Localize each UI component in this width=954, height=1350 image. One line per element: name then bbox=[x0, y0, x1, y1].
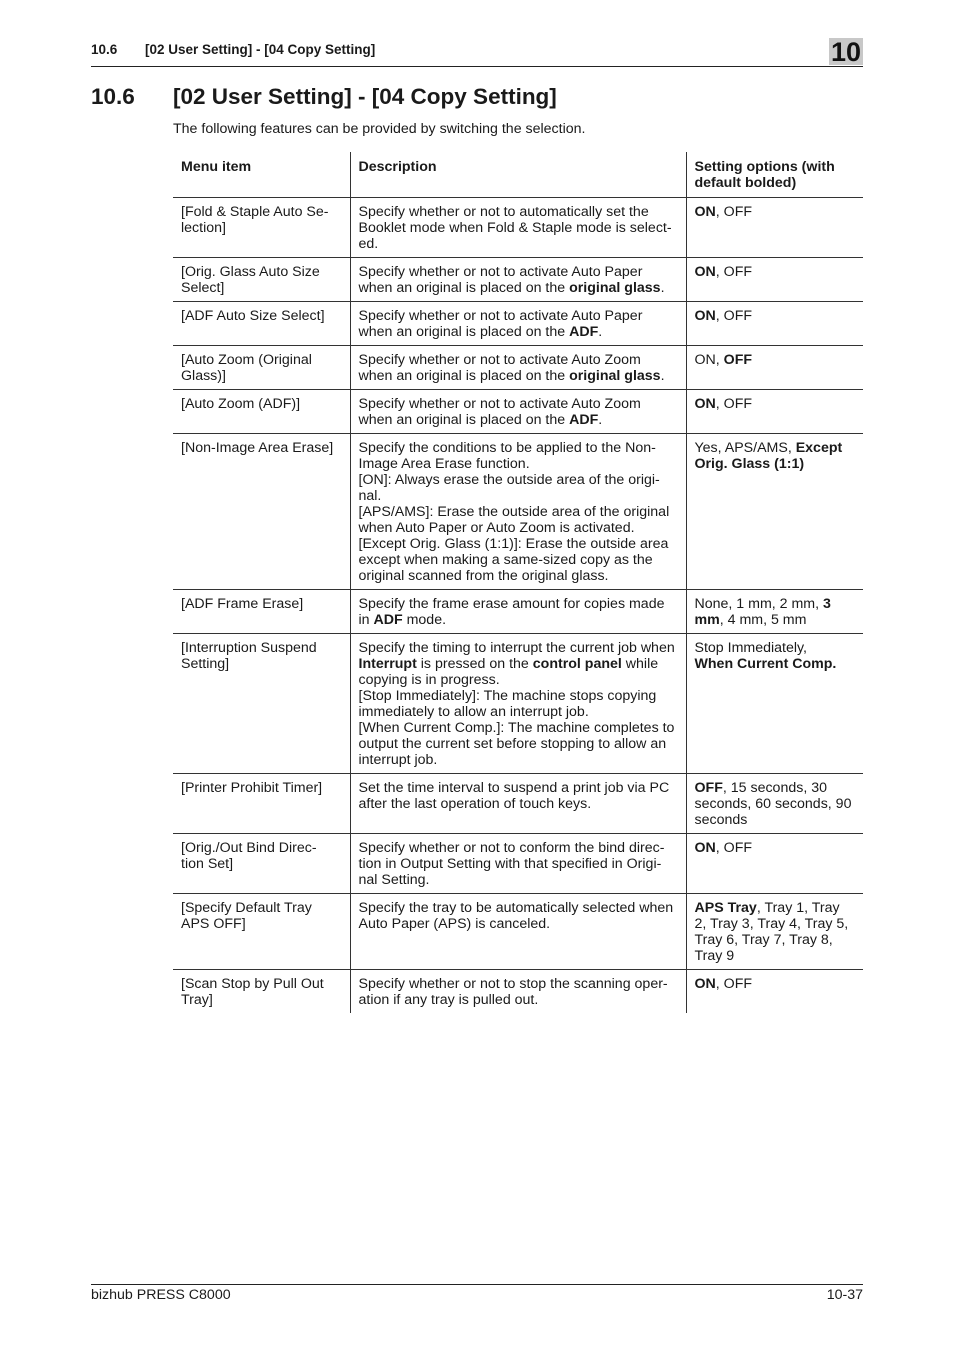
table-row bbox=[173, 302, 863, 346]
text-run: Stop Immediately, bbox=[694, 640, 807, 656]
bold-text: ON bbox=[694, 396, 716, 412]
bold-text: ON bbox=[694, 264, 716, 280]
description-cell bbox=[350, 434, 686, 590]
section-title-text: [02 User Setting] - [04 Copy Setting] bbox=[173, 84, 557, 109]
menu-item-cell: [Printer Prohibit Timer] bbox=[173, 774, 350, 834]
text-run: Specify whether or not to conform the bind direc-tion in Output Setting with that specified in Origi-nal Setting. bbox=[358, 840, 665, 888]
bold-text: ON bbox=[694, 840, 716, 856]
text-run: Specify whether or not to activate Auto Paper when an original is placed on the bbox=[358, 264, 643, 296]
description-cell bbox=[350, 590, 686, 634]
setting-options-cell bbox=[686, 774, 863, 834]
settings-table bbox=[173, 152, 863, 1013]
text-run: , OFF bbox=[715, 840, 753, 856]
text-run: Specify whether or not to stop the scanning oper-ation if any tray is pulled out. bbox=[358, 976, 668, 1008]
setting-options-cell bbox=[686, 302, 863, 346]
header-section-title: [02 User Setting] - [04 Copy Setting] bbox=[145, 42, 376, 57]
text-run: , OFF bbox=[715, 204, 753, 220]
text-run: . bbox=[660, 368, 665, 384]
text-run: . bbox=[598, 324, 603, 340]
column-header-setting-options: Setting options (with default bolded) bbox=[686, 152, 863, 198]
table-row bbox=[173, 198, 863, 258]
description-cell bbox=[350, 774, 686, 834]
bold-text: Except Orig. Glass (1:1) bbox=[694, 440, 843, 472]
text-run: Set the time interval to suspend a print job via PC after the last operation of touch keys. bbox=[358, 780, 670, 812]
footer-product-name: bizhub PRESS C8000 bbox=[91, 1287, 231, 1303]
description-cell bbox=[350, 346, 686, 390]
bold-text: OFF bbox=[694, 780, 723, 796]
setting-options-cell bbox=[686, 390, 863, 434]
text-run: Specify whether or not to automatically set the Booklet mode when Fold & Staple mode is select-ed. bbox=[358, 204, 672, 252]
text-run: Specify whether or not to activate Auto Zoom when an original is placed on the bbox=[358, 396, 641, 428]
column-header-description: Description bbox=[350, 152, 686, 198]
bold-text: APS Tray bbox=[694, 900, 757, 916]
table-row bbox=[173, 774, 863, 834]
setting-options-cell bbox=[686, 198, 863, 258]
bold-text: original glass bbox=[569, 368, 661, 384]
table-header-row bbox=[173, 152, 863, 198]
chapter-number-badge: 10 bbox=[830, 37, 862, 67]
table-row bbox=[173, 258, 863, 302]
text-run: , 15 seconds, 30 seconds, 60 seconds, 90 seconds bbox=[694, 780, 852, 828]
text-run: , OFF bbox=[715, 308, 753, 324]
bold-text: ADF bbox=[569, 324, 599, 340]
column-header-menu-item: Menu item bbox=[173, 152, 350, 198]
menu-item-cell: [Auto Zoom (ADF)] bbox=[173, 390, 350, 434]
bold-text: ADF bbox=[373, 612, 403, 628]
setting-options-cell bbox=[686, 834, 863, 894]
bold-text: ON bbox=[694, 976, 716, 992]
text-run: while copying is in progress. [Stop Immediately]: The machine stops copying immediately to allow an interrupt job. [When Current Comp.]: The machine completes to output the current set before stopping to allow an interrupt job. bbox=[358, 656, 675, 768]
table-row bbox=[173, 894, 863, 970]
bold-text: ON bbox=[694, 308, 716, 324]
text-run: mode. bbox=[402, 612, 447, 628]
text-run: Specify the tray to be automatically selected when Auto Paper (APS) is canceled. bbox=[358, 900, 674, 932]
bold-text: control panel bbox=[532, 656, 622, 672]
setting-options-cell bbox=[686, 634, 863, 774]
menu-item-cell: [Fold & Staple Auto Se- lection] bbox=[173, 198, 350, 258]
menu-item-cell: [ADF Auto Size Select] bbox=[173, 302, 350, 346]
text-run: Specify the conditions to be applied to the Non-Image Area Erase function. [ON]: Always erase the outside area of the origi-nal. [APS/AMS]: Erase the outside area of the original when Auto Paper or Auto Zoom is activated. [Except Orig. Glass (1:1)]: Erase the outside area except when making a same-sized copy as the original scanned from the original glass. bbox=[358, 440, 670, 584]
text-run: Specify the timing to interrupt the current job when bbox=[358, 640, 675, 656]
running-header bbox=[91, 37, 863, 67]
table-row bbox=[173, 390, 863, 434]
menu-item-cell: [ADF Frame Erase] bbox=[173, 590, 350, 634]
description-cell bbox=[350, 258, 686, 302]
description-cell bbox=[350, 390, 686, 434]
footer-page-number: 10-37 bbox=[826, 1287, 863, 1303]
setting-options-cell bbox=[686, 434, 863, 590]
text-run: Specify whether or not to activate Auto Paper when an original is placed on the bbox=[358, 308, 643, 340]
bold-text: ADF bbox=[569, 412, 599, 428]
section-title bbox=[91, 84, 557, 110]
text-run: , 4 mm, 5 mm bbox=[719, 612, 807, 628]
setting-options-cell bbox=[686, 970, 863, 1014]
intro-paragraph: The following features can be provided by switching the selection. bbox=[173, 121, 586, 137]
text-run: Specify whether or not to activate Auto Zoom when an original is placed on the bbox=[358, 352, 641, 384]
text-run: ON, bbox=[694, 352, 724, 368]
table-row bbox=[173, 970, 863, 1014]
text-run: . bbox=[598, 412, 603, 428]
text-run: is pressed on the bbox=[416, 656, 533, 672]
table-row bbox=[173, 634, 863, 774]
header-section-number: 10.6 bbox=[91, 42, 118, 57]
menu-item-cell: [Non-Image Area Erase] bbox=[173, 434, 350, 590]
description-cell bbox=[350, 302, 686, 346]
table-row bbox=[173, 434, 863, 590]
text-run: None, 1 mm, 2 mm, bbox=[694, 596, 824, 612]
menu-item-cell: [Scan Stop by Pull Out Tray] bbox=[181, 976, 324, 1008]
setting-options-cell bbox=[686, 590, 863, 634]
menu-item-cell: [Orig./Out Bind Direc- tion Set] bbox=[173, 834, 350, 894]
text-run: Specify the frame erase amount for copies made in bbox=[358, 596, 665, 628]
text-run: , OFF bbox=[715, 396, 753, 412]
text-run: . bbox=[660, 280, 665, 296]
setting-options-cell bbox=[686, 346, 863, 390]
section-title-number: 10.6 bbox=[91, 84, 135, 109]
bold-text: OFF bbox=[723, 352, 753, 368]
text-run: , OFF bbox=[715, 264, 753, 280]
menu-item-cell: [Auto Zoom (Original Glass)] bbox=[173, 346, 350, 390]
bold-text: original glass bbox=[569, 280, 661, 296]
description-cell bbox=[350, 834, 686, 894]
description-cell bbox=[350, 198, 686, 258]
description-cell bbox=[350, 634, 686, 774]
description-cell bbox=[350, 894, 686, 970]
table-row bbox=[173, 346, 863, 390]
page-footer bbox=[91, 1284, 863, 1303]
table-body bbox=[173, 198, 863, 1014]
text-run: , OFF bbox=[715, 976, 753, 992]
bold-text: 3 mm bbox=[694, 596, 831, 628]
bold-text: Interrupt bbox=[358, 656, 417, 672]
bold-text: When Current Comp. bbox=[694, 656, 837, 672]
table-row bbox=[173, 590, 863, 634]
setting-options-cell bbox=[686, 894, 863, 970]
description-cell bbox=[350, 970, 686, 1014]
menu-item-cell: [Specify Default Tray APS OFF] bbox=[173, 894, 350, 970]
bold-text: ON bbox=[694, 204, 716, 220]
text-run: Yes, APS/AMS, bbox=[694, 440, 796, 456]
text-run: , Tray 1, Tray 2, Tray 3, Tray 4, Tray 5, Tray 6, Tray 7, Tray 8, Tray 9 bbox=[694, 900, 849, 964]
setting-options-cell bbox=[686, 258, 863, 302]
menu-item-cell: [Orig. Glass Auto Size Select] bbox=[173, 258, 350, 302]
table-row bbox=[173, 834, 863, 894]
menu-item-cell: [Interruption Suspend Setting] bbox=[173, 634, 350, 774]
